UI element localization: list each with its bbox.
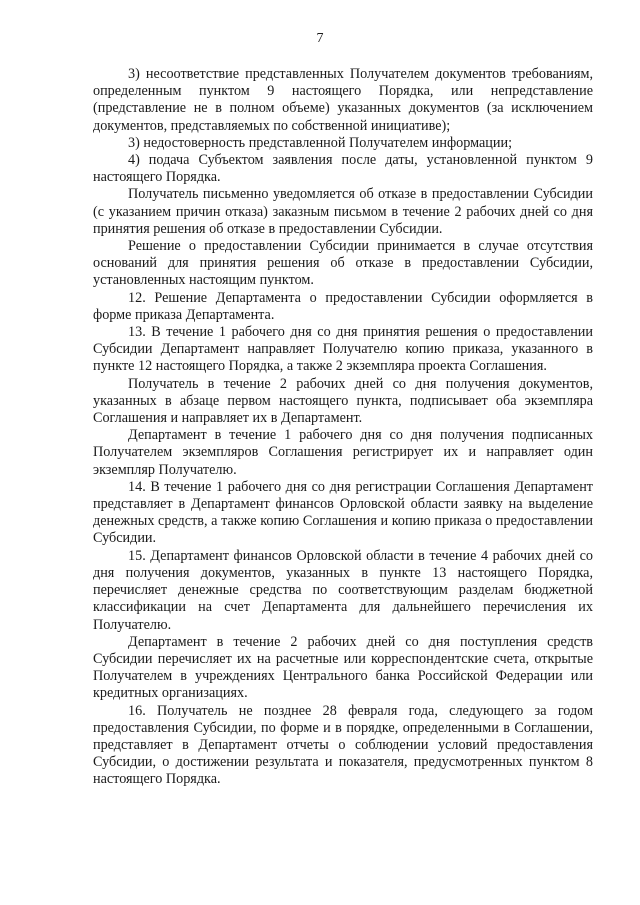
paragraph-item-4-late-application: 4) подача Субъектом заявления после даты, установленной пунктом 9 настоящего Порядка.	[93, 152, 593, 186]
paragraph-refusal-notice: Получатель письменно уведомляется об отказе в предоставлении Субсидии (с указанием причин отказа) заказным письмом в течение 2 рабочих дней со дня принятия решения об отказе в предоставлении Субсидии.	[93, 186, 593, 237]
paragraph-item-3-mismatch: 3) несоответствие представленных Получателем документов требованиям, определенным пунктом 9 настоящего Порядка, или непредставление (представление не в полном объеме) указанных документов (за исключением документов, представляемых по собственной инициативе);	[93, 66, 593, 134]
paragraph-clause-12: 12. Решение Департамента о предоставлении Субсидии оформляется в форме приказа Департамента.	[93, 289, 593, 323]
paragraph-grant-decision: Решение о предоставлении Субсидии принимается в случае отсутствия оснований для принятия решения об отказе в предоставлении Субсидии, установленных настоящим пунктом.	[93, 238, 593, 289]
paragraph-item-3-unreliable: 3) недостоверность представленной Получателем информации;	[128, 134, 513, 151]
paragraph-clause-16: 16. Получатель не позднее 28 февраля года, следующего за годом предоставления Субсидии, по форме и в порядке, определенными в Соглашении, представляет в Департамент отчеты о соблюдении условий предоставления Субсидии, о достижении результата и показателя, предусмотренных пунктом 8 настоящего Порядка.	[93, 702, 593, 788]
paragraph-clause-13-registration: Департамент в течение 1 рабочего дня со дня получения подписанных Получателем экземпляров Соглашения регистрирует их и направляет один экземпляр Получателю.	[93, 427, 593, 478]
paragraph-clause-14: 14. В течение 1 рабочего дня со дня регистрации Соглашения Департамент представляет в Департамент финансов Орловской области заявку на выделение денежных средств, а также копию Соглашения и копию приказа о предоставлении Субсидии.	[93, 478, 593, 547]
paragraph-clause-13: 13. В течение 1 рабочего дня со дня принятия решения о предоставлении Субсидии Департамент направляет Получателю копию приказа, указанного в пункте 12 настоящего Порядка, а также 2 экземпляра проекта Соглашения.	[93, 324, 593, 375]
document-body	[93, 66, 593, 789]
paragraph-clause-15: 15. Департамент финансов Орловской области в течение 4 рабочих дней со дня получения документов, указанных в пункте 13 настоящего Порядка, перечисляет денежные средства по соответствующим разделам бюджетной классификации на счет Департамента для дальнейшего перечисления их Получателю.	[93, 547, 593, 633]
page-number: 7	[316, 31, 324, 46]
paragraph-clause-13-signing: Получатель в течение 2 рабочих дней со дня получения документов, указанных в абзаце первом настоящего пункта, подписывает оба экземпляра Соглашения и направляет их в Департамент.	[93, 375, 593, 427]
paragraph-clause-15-transfer: Департамент в течение 2 рабочих дней со дня поступления средств Субсидии перечисляет их на расчетные или корреспондентские счета, открытые Получателем в учреждениях Центрального банка Российской Федерации или кредитных организациях.	[93, 633, 593, 702]
